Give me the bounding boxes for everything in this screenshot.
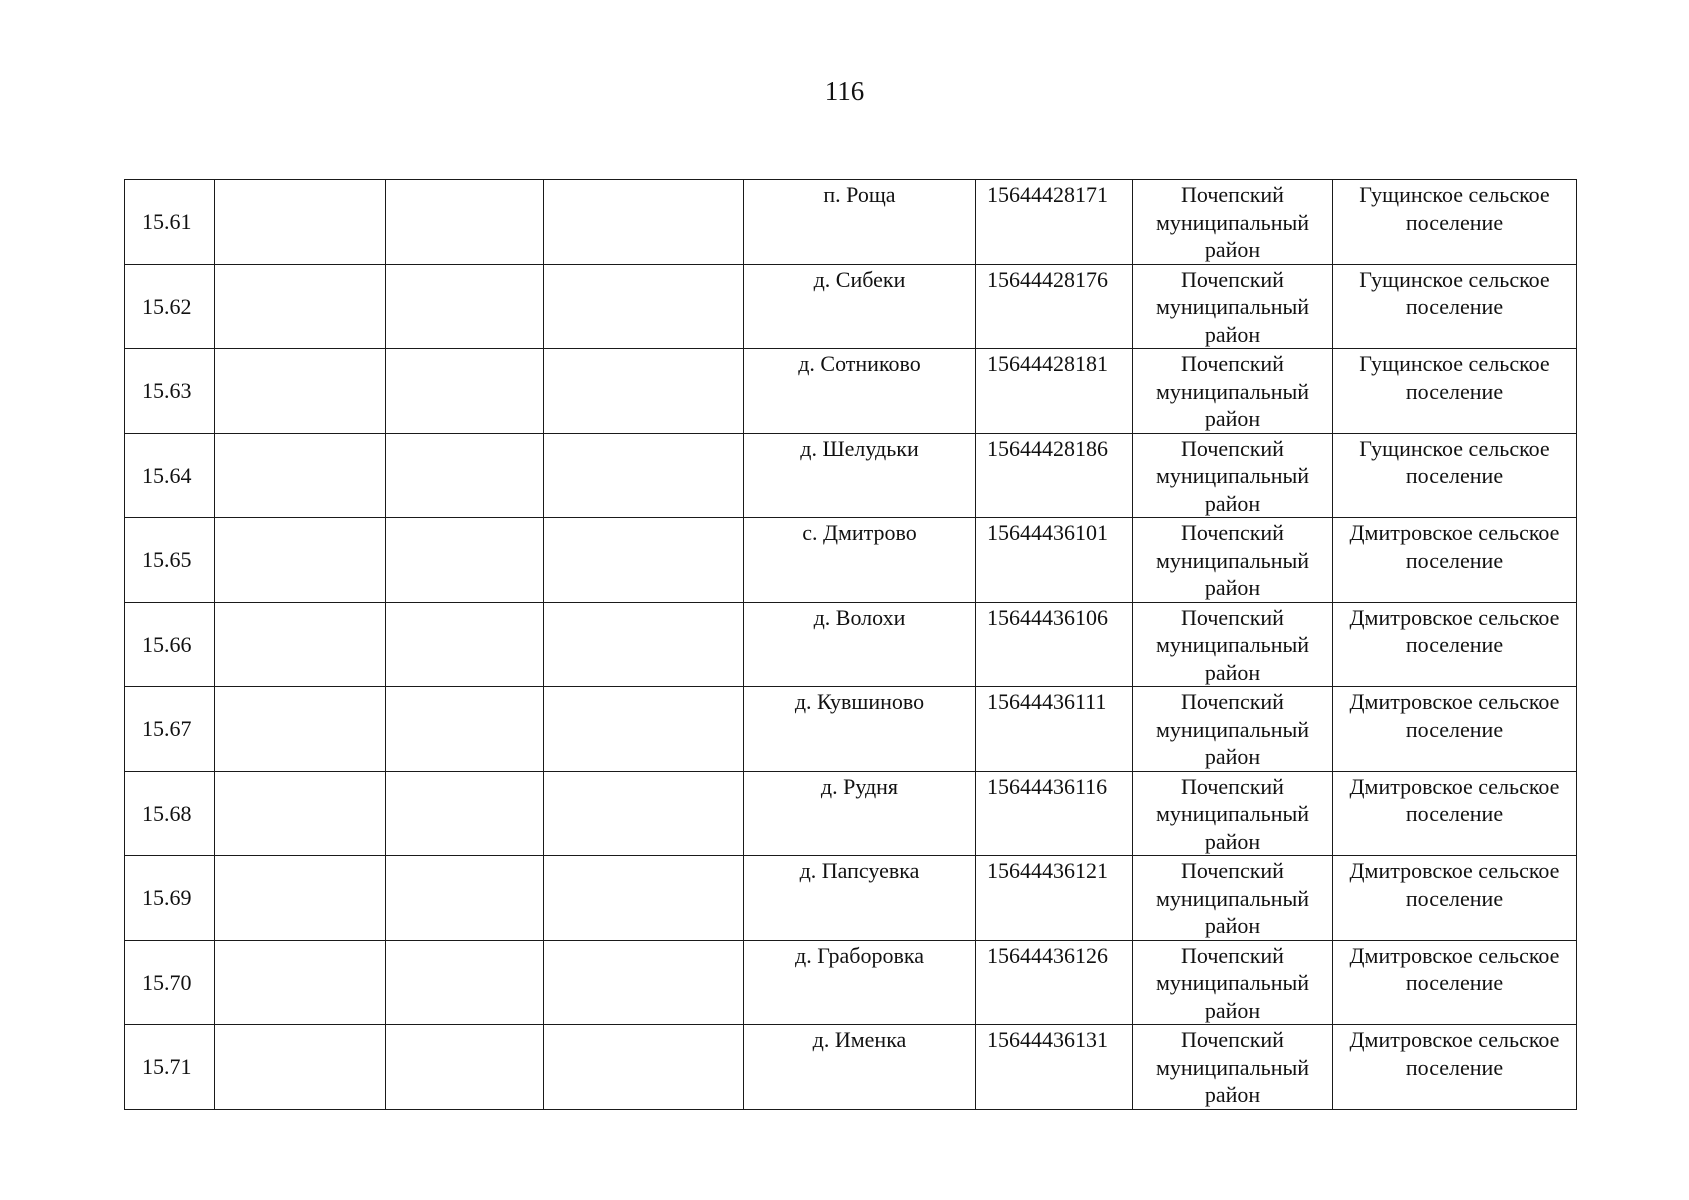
empty-cell-2 (215, 180, 386, 265)
row-number-cell: 15.68 (125, 771, 215, 856)
row-number-cell: 15.61 (125, 180, 215, 265)
row-number-cell: 15.63 (125, 349, 215, 434)
empty-cell-3 (386, 602, 544, 687)
empty-cell-4 (544, 1025, 744, 1110)
district-cell: Почепский муниципальный район (1133, 856, 1333, 941)
oktmo-code-cell: 15644436116 (976, 771, 1133, 856)
oktmo-code-cell: 15644428181 (976, 349, 1133, 434)
table-row (125, 264, 1577, 349)
oktmo-code-cell: 15644436131 (976, 1025, 1133, 1110)
empty-cell-4 (544, 433, 744, 518)
district-cell: Почепский муниципальный район (1133, 687, 1333, 772)
oktmo-code-cell: 15644428171 (976, 180, 1133, 265)
municipality-cell: Дмитровское сельское поселение (1333, 518, 1577, 603)
municipality-cell: Гущинское сельское поселение (1333, 433, 1577, 518)
empty-cell-3 (386, 856, 544, 941)
settlement-name-cell: д. Рудня (744, 771, 976, 856)
oktmo-code-cell: 15644428176 (976, 264, 1133, 349)
row-number-cell: 15.70 (125, 940, 215, 1025)
row-number-cell: 15.71 (125, 1025, 215, 1110)
row-number-cell: 15.65 (125, 518, 215, 603)
registry-table-container (124, 179, 1577, 1110)
empty-cell-3 (386, 349, 544, 434)
settlement-name-cell: д. Сотниково (744, 349, 976, 434)
municipality-cell: Гущинское сельское поселение (1333, 264, 1577, 349)
table-row (125, 433, 1577, 518)
row-number-cell: 15.66 (125, 602, 215, 687)
table-row (125, 602, 1577, 687)
empty-cell-3 (386, 771, 544, 856)
municipality-cell: Дмитровское сельское поселение (1333, 940, 1577, 1025)
district-cell: Почепский муниципальный район (1133, 433, 1333, 518)
empty-cell-3 (386, 180, 544, 265)
row-number-cell: 15.62 (125, 264, 215, 349)
district-cell: Почепский муниципальный район (1133, 1025, 1333, 1110)
empty-cell-2 (215, 264, 386, 349)
oktmo-code-cell: 15644436121 (976, 856, 1133, 941)
empty-cell-2 (215, 771, 386, 856)
district-cell: Почепский муниципальный район (1133, 940, 1333, 1025)
municipality-cell: Гущинское сельское поселение (1333, 180, 1577, 265)
table-row (125, 518, 1577, 603)
settlement-name-cell: д. Кувшиново (744, 687, 976, 772)
table-row (125, 940, 1577, 1025)
table-row (125, 687, 1577, 772)
settlement-name-cell: д. Папсуевка (744, 856, 976, 941)
empty-cell-4 (544, 940, 744, 1025)
row-number-cell: 15.67 (125, 687, 215, 772)
municipality-cell: Дмитровское сельское поселение (1333, 687, 1577, 772)
municipality-cell: Дмитровское сельское поселение (1333, 856, 1577, 941)
table-row (125, 180, 1577, 265)
settlement-name-cell: д. Именка (744, 1025, 976, 1110)
table-row (125, 771, 1577, 856)
municipality-cell: Дмитровское сельское поселение (1333, 602, 1577, 687)
empty-cell-3 (386, 940, 544, 1025)
registry-table (124, 179, 1577, 1110)
settlement-name-cell: с. Дмитрово (744, 518, 976, 603)
oktmo-code-cell: 15644436126 (976, 940, 1133, 1025)
municipality-cell: Дмитровское сельское поселение (1333, 1025, 1577, 1110)
empty-cell-3 (386, 264, 544, 349)
district-cell: Почепский муниципальный район (1133, 264, 1333, 349)
empty-cell-4 (544, 771, 744, 856)
table-row (125, 349, 1577, 434)
empty-cell-3 (386, 433, 544, 518)
district-cell: Почепский муниципальный район (1133, 180, 1333, 265)
row-number-cell: 15.64 (125, 433, 215, 518)
empty-cell-4 (544, 602, 744, 687)
settlement-name-cell: д. Волохи (744, 602, 976, 687)
empty-cell-2 (215, 856, 386, 941)
empty-cell-4 (544, 687, 744, 772)
empty-cell-3 (386, 518, 544, 603)
empty-cell-4 (544, 856, 744, 941)
settlement-name-cell: д. Граборовка (744, 940, 976, 1025)
empty-cell-4 (544, 518, 744, 603)
empty-cell-4 (544, 264, 744, 349)
district-cell: Почепский муниципальный район (1133, 518, 1333, 603)
district-cell: Почепский муниципальный район (1133, 602, 1333, 687)
oktmo-code-cell: 15644428186 (976, 433, 1133, 518)
settlement-name-cell: д. Шелудьки (744, 433, 976, 518)
empty-cell-4 (544, 180, 744, 265)
page-number: 116 (824, 76, 865, 106)
empty-cell-2 (215, 940, 386, 1025)
empty-cell-2 (215, 518, 386, 603)
oktmo-code-cell: 15644436101 (976, 518, 1133, 603)
empty-cell-2 (215, 687, 386, 772)
empty-cell-4 (544, 349, 744, 434)
table-row (125, 856, 1577, 941)
empty-cell-2 (215, 433, 386, 518)
settlement-name-cell: д. Сибеки (744, 264, 976, 349)
municipality-cell: Дмитровское сельское поселение (1333, 771, 1577, 856)
empty-cell-2 (215, 1025, 386, 1110)
municipality-cell: Гущинское сельское поселение (1333, 349, 1577, 434)
row-number-cell: 15.69 (125, 856, 215, 941)
empty-cell-3 (386, 1025, 544, 1110)
empty-cell-2 (215, 349, 386, 434)
empty-cell-3 (386, 687, 544, 772)
district-cell: Почепский муниципальный район (1133, 349, 1333, 434)
oktmo-code-cell: 15644436111 (976, 687, 1133, 772)
oktmo-code-cell: 15644436106 (976, 602, 1133, 687)
district-cell: Почепский муниципальный район (1133, 771, 1333, 856)
table-row (125, 1025, 1577, 1110)
settlement-name-cell: п. Роща (744, 180, 976, 265)
empty-cell-2 (215, 602, 386, 687)
registry-table-body (125, 180, 1577, 1110)
